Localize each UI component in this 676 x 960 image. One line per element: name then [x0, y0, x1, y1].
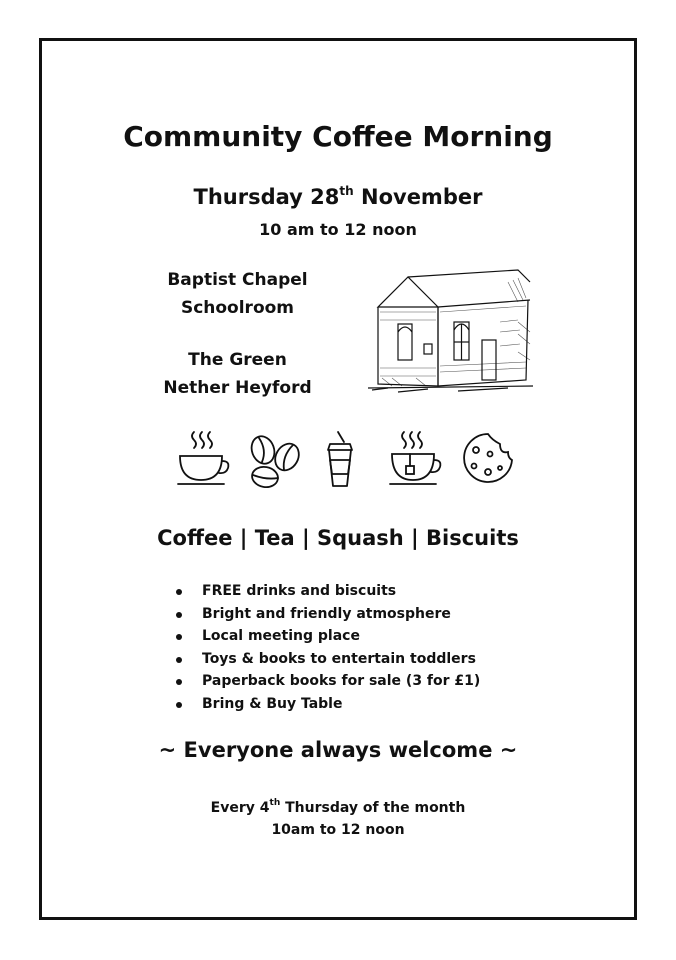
coffee-beans-icon: [248, 433, 304, 489]
features-list: [170, 580, 480, 715]
takeaway-cup-icon: [328, 432, 352, 486]
venue-line-1: Baptist Chapel: [167, 270, 308, 290]
list-item: Toys & books to entertain toddlers: [170, 648, 480, 671]
event-date-suffix: th: [339, 184, 354, 198]
recurring-rest: Thursday of the month: [280, 800, 466, 816]
event-date: [0, 184, 676, 209]
recurring-time: 10am to 12 noon: [271, 822, 405, 838]
list-item: Bring & Buy Table: [170, 693, 480, 716]
drinks-line: Coffee | Tea | Squash | Biscuits: [157, 526, 519, 550]
list-item: Paperback books for sale (3 for £1): [170, 670, 480, 693]
recurring-schedule: [0, 798, 676, 816]
venue-line-3: The Green: [188, 350, 287, 370]
event-date-day: Thursday 28: [193, 185, 340, 209]
recurring-suffix: th: [269, 798, 281, 808]
venue-line-2: Schoolroom: [180, 298, 295, 318]
recurring-prefix: Every 4: [210, 800, 270, 816]
list-item: FREE drinks and biscuits: [170, 580, 480, 603]
venue-line-4: Nether Heyford: [163, 378, 312, 398]
venue-location: [140, 346, 335, 402]
hot-cup-icon: [178, 432, 228, 484]
tea-cup-icon: [390, 432, 440, 484]
list-item: Bright and friendly atmosphere: [170, 603, 480, 626]
welcome-message: ~ Everyone always welcome ~: [158, 738, 518, 762]
icons-row: [170, 430, 520, 492]
cookie-icon: [464, 434, 512, 482]
poster-title: Community Coffee Morning: [123, 120, 553, 153]
venue-building: [140, 266, 335, 322]
chapel-sketch-image: [368, 262, 533, 397]
list-item: Local meeting place: [170, 625, 480, 648]
event-time: 10 am to 12 noon: [259, 220, 417, 239]
event-date-month: November: [353, 185, 483, 209]
